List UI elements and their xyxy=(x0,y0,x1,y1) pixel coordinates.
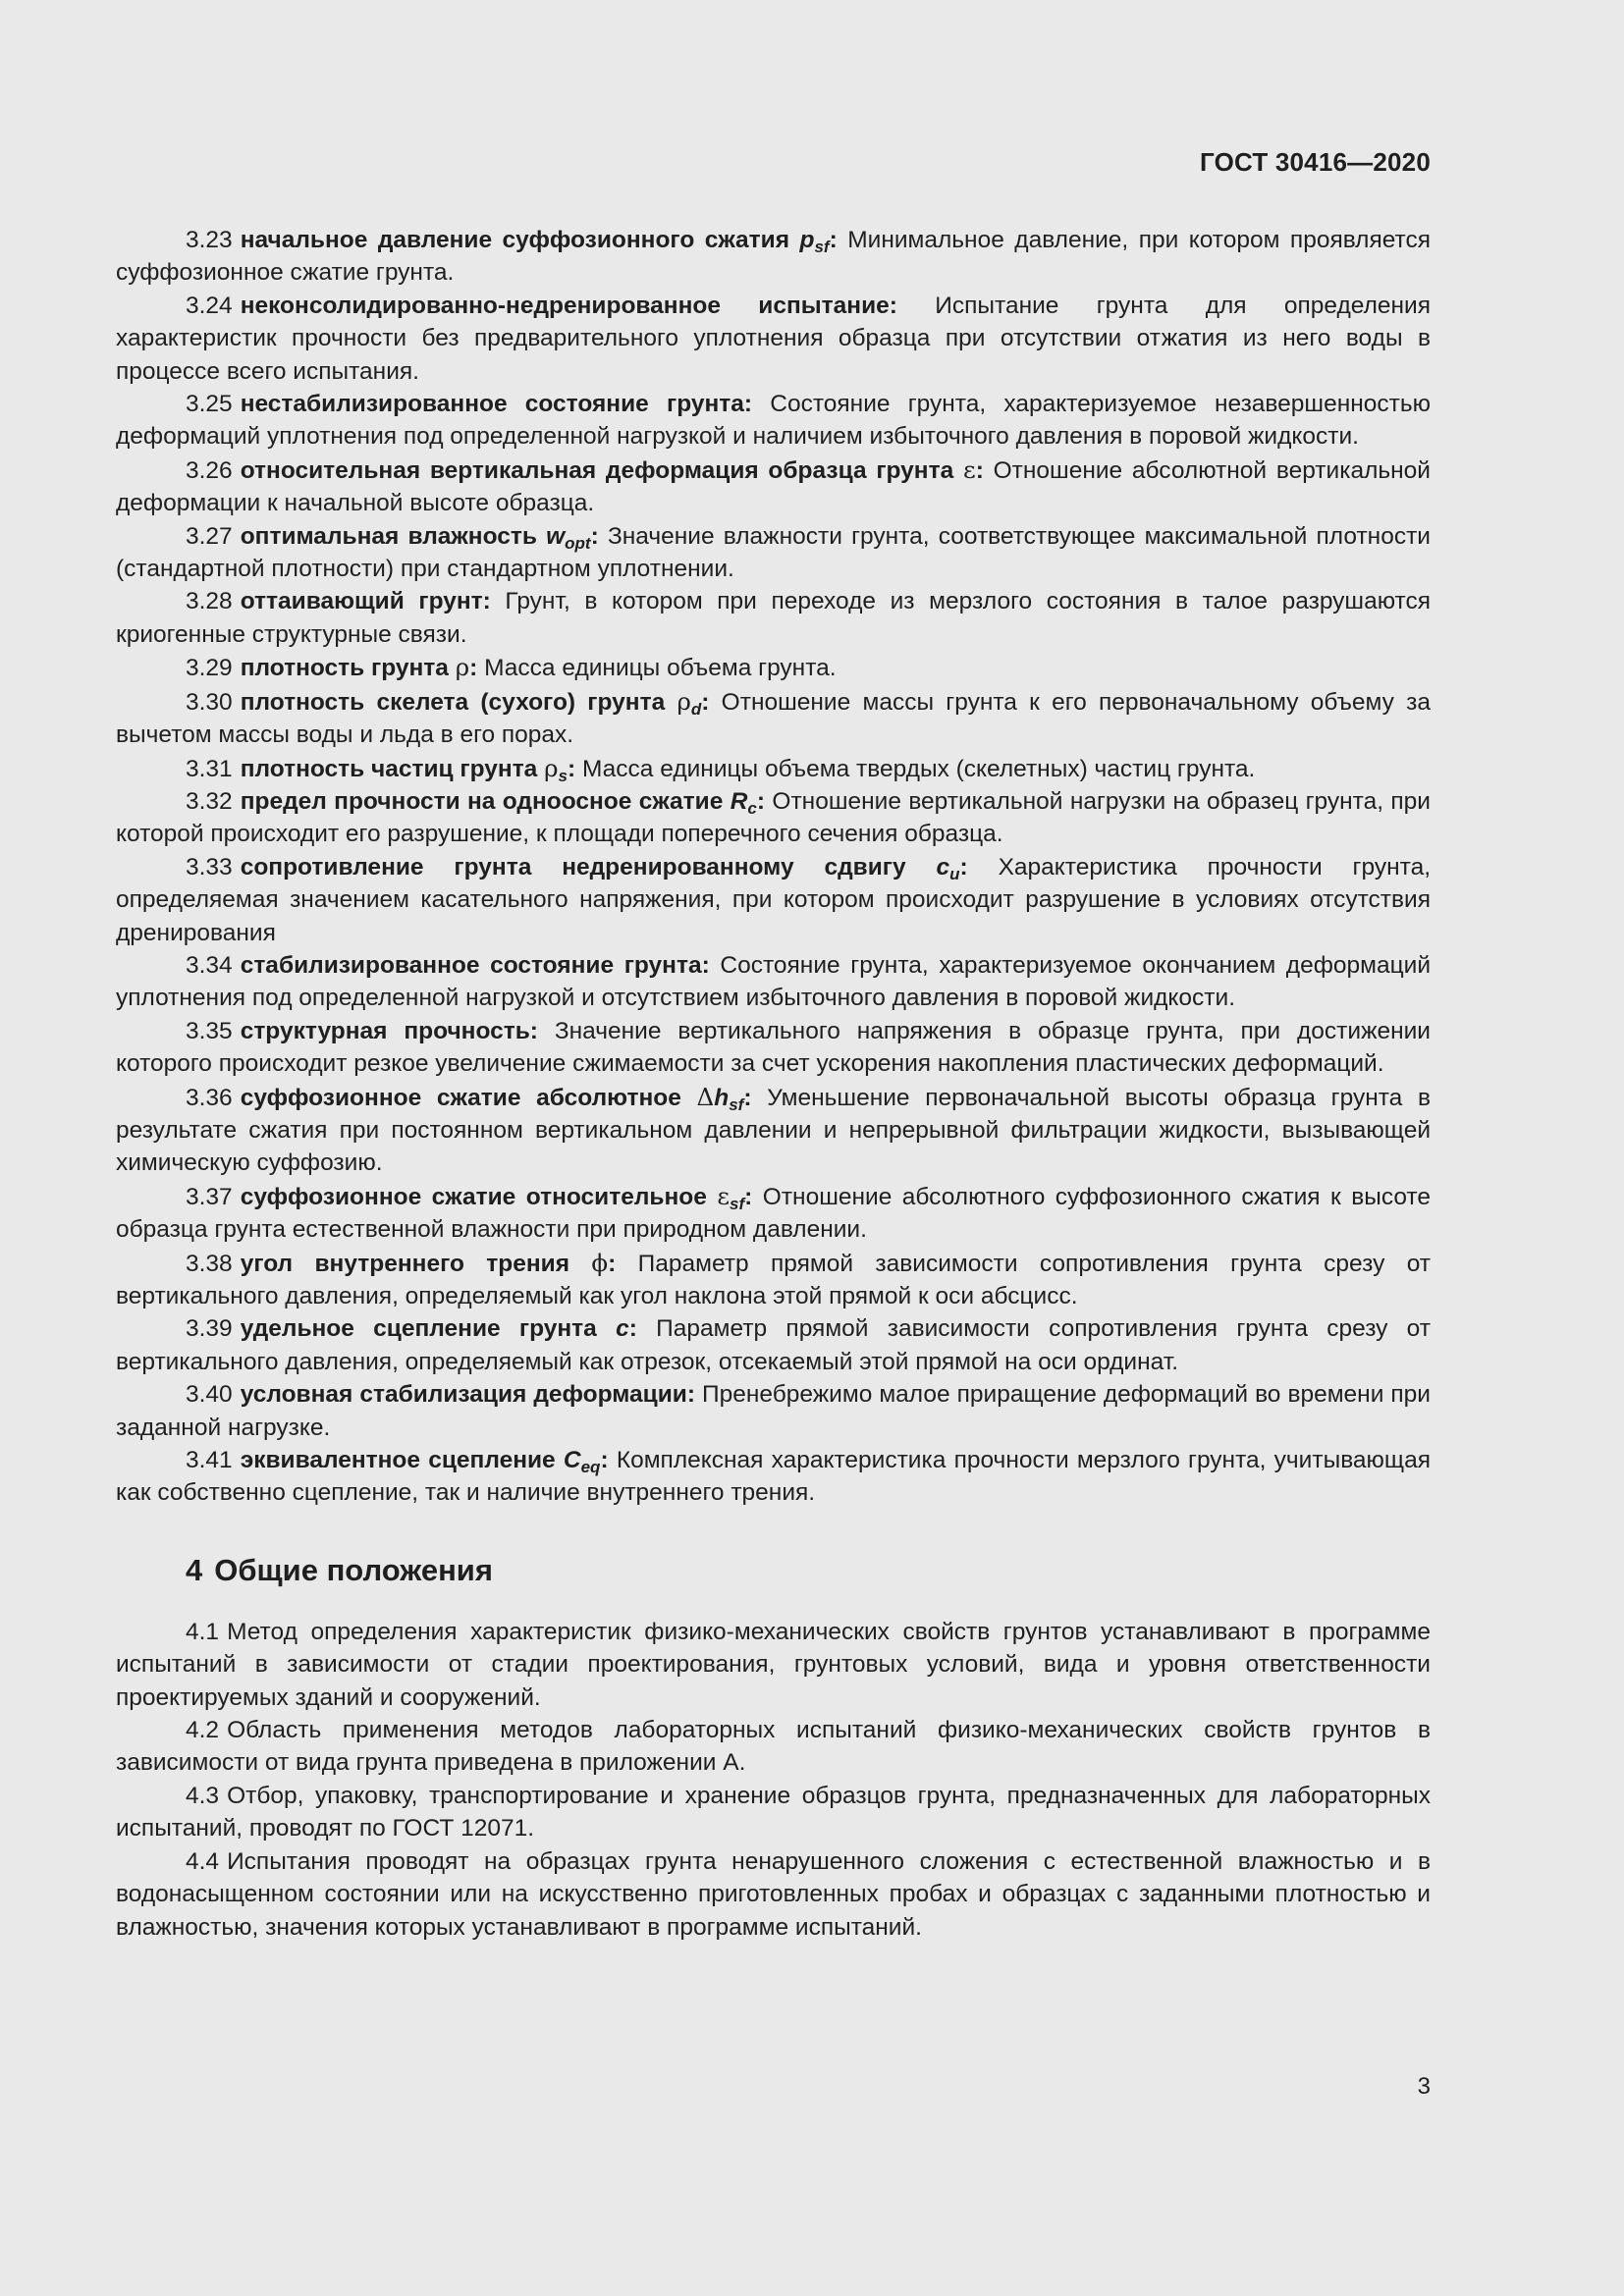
clause-number: 3.41 xyxy=(186,1447,233,1474)
definition-text: Уменьшение первоначальной высоты образца грунта в результате сжатия при постоянном вертикальном давлении и непрерывной фильтрации жидкости, вызывающей химическую суффозию. xyxy=(116,1084,1431,1177)
definition-text: Минимальное давление, при котором проявляется суффозионное сжатие грунта. xyxy=(116,227,1432,287)
term: плотность частиц грунта xyxy=(240,755,545,782)
term: стабилизированное состояние грунта: xyxy=(240,951,710,979)
definition-item xyxy=(116,752,1431,785)
clause-number: 3.29 xyxy=(186,655,233,682)
term: структурная прочность: xyxy=(240,1017,538,1044)
term: неконсолидированно-недренированное испытание: xyxy=(240,292,897,319)
definition-item xyxy=(116,1180,1431,1247)
term-colon: : xyxy=(959,853,968,881)
document-code: ГОСТ 30416—2020 xyxy=(1200,147,1431,177)
term-greek-symbol: ε xyxy=(717,1181,731,1210)
term-greek-symbol: Δ xyxy=(696,1082,715,1111)
term-colon: : xyxy=(590,522,599,550)
definition-item xyxy=(116,685,1431,752)
term: нестабилизированное состояние грунта: xyxy=(240,391,753,418)
term: сопротивление грунта недренированному сдвигу xyxy=(240,853,937,881)
definition-text: Масса единицы объема грунта. xyxy=(484,655,837,682)
term: оттаивающий грунт: xyxy=(240,588,491,615)
paragraph-text: Область применения методов лабораторных испытаний физико-механических свойств грунтов в зависимости от вида грунта приведена в приложении А. xyxy=(116,1717,1431,1777)
paragraph-item xyxy=(116,1714,1431,1780)
definition-item xyxy=(116,1444,1431,1510)
section-heading xyxy=(186,1551,1431,1590)
definition-text: Параметр прямой зависимости сопротивления грунта срезу от вертикального давления, определяемый как угол наклона этой прямой к оси абсцисс. xyxy=(116,1250,1431,1309)
term: начальное давление суффозионного сжатия xyxy=(240,227,800,253)
term-symbol-subscript: opt xyxy=(565,533,591,553)
term-greek-symbol: ϕ xyxy=(591,1248,609,1277)
term: условная стабилизация деформации: xyxy=(240,1381,695,1409)
clause-number: 3.30 xyxy=(186,688,233,716)
definition-item xyxy=(116,585,1431,651)
definition-item xyxy=(116,1247,1431,1313)
term-symbol-subscript: sf xyxy=(730,1194,745,1213)
clause-number: 3.32 xyxy=(186,787,233,815)
term-symbol-subscript: u xyxy=(949,864,960,883)
term-symbol-subscript: d xyxy=(690,699,702,719)
definition-text: Характеристика прочности грунта, определяемая значением касательного напряжения, при котором происходит разрушение в условиях отсутствия дренирования xyxy=(116,853,1431,946)
clause-number: 3.34 xyxy=(186,951,233,979)
term-greek-symbol: ε xyxy=(962,454,976,484)
definition-item xyxy=(116,1378,1431,1444)
definition-item xyxy=(116,785,1431,851)
definition-text: Состояние грунта, характеризуемое окончанием деформаций уплотнения под определенной нагрузкой и отсутствием избыточного давления в поровой жидкости. xyxy=(116,951,1431,1012)
term-colon: : xyxy=(600,1447,609,1474)
definition-text: Пренебрежимо малое приращение деформаций во времени при заданной нагрузке. xyxy=(116,1381,1431,1441)
term-symbol-subscript: sf xyxy=(729,1095,744,1114)
term-symbol: C xyxy=(563,1447,581,1474)
clause-number: 3.37 xyxy=(186,1183,233,1210)
definition-text: Отношение абсолютного суффозионного сжатия к высоте образца грунта естественной влажности при природном давлении. xyxy=(116,1183,1432,1244)
paragraph-item xyxy=(116,1616,1431,1714)
term-colon: : xyxy=(568,755,576,782)
term: суффозионное сжатие относительное xyxy=(240,1183,718,1210)
clause-number: 4.4 xyxy=(186,1847,220,1875)
term-symbol: c xyxy=(616,1315,629,1343)
definition-item xyxy=(116,224,1431,290)
definition-text: Значение влажности грунта, соответствующее максимальной плотности (стандартной плотности) при стандартном уплотнении. xyxy=(116,522,1431,583)
definition-text: Отношение массы грунта к его первоначальному объему за вычетом массы воды и льда в его порах. xyxy=(116,688,1431,749)
paragraph-text: Испытания проводят на образцах грунта ненарушенного сложения с естественной влажностью и в водонасыщенном состоянии или на искусственно приготовленных пробах и образцах с заданными плотностью и влажностью, значения которых устанавливают в программе испытаний. xyxy=(116,1847,1431,1941)
definition-text: Испытание грунта для определения характеристик прочности без предварительного уплотнения образца при отсутствии отжатия из него воды в процессе всего испытания. xyxy=(116,292,1431,385)
term-symbol: h xyxy=(714,1084,730,1111)
clause-number: 4.1 xyxy=(186,1618,220,1645)
clause-number: 3.38 xyxy=(186,1250,233,1277)
paragraph-item xyxy=(116,1780,1431,1845)
definition-item xyxy=(116,1081,1431,1180)
clause-number: 3.24 xyxy=(186,292,233,319)
clause-number: 3.27 xyxy=(186,522,233,550)
term-symbol-subscript: sf xyxy=(814,238,830,256)
definition-text: Отношение абсолютной вертикальной деформации к начальной высоте образца. xyxy=(116,456,1431,517)
term-colon: : xyxy=(701,688,710,716)
term-symbol: c xyxy=(936,853,950,881)
definition-text: Комплексная характеристика прочности мерзлого грунта, учитывающая как собственно сцепление, так и наличие внутреннего трения. xyxy=(116,1447,1431,1507)
definition-item xyxy=(116,454,1431,520)
term: эквивалентное сцепление xyxy=(240,1447,564,1474)
definition-item xyxy=(116,290,1431,388)
term-colon: : xyxy=(829,227,838,253)
term-colon: : xyxy=(743,1084,752,1111)
term-colon: : xyxy=(628,1315,637,1343)
term: оптимальная влажность xyxy=(240,522,547,550)
definition-item xyxy=(116,949,1431,1015)
page-content xyxy=(116,224,1431,1944)
term: удельное сцепление грунта xyxy=(240,1315,617,1343)
definition-text: Состояние грунта, характеризуемое незавершенностью деформаций уплотнения под определенной нагрузкой и наличием избыточного давления в поровой жидкости. xyxy=(116,391,1432,451)
definition-text: Грунт, в котором при переходе из мерзлого состояния в талое разрушаются криогенные структурные связи. xyxy=(116,588,1431,648)
clause-number: 4.2 xyxy=(186,1717,220,1744)
clause-number: 3.35 xyxy=(186,1017,233,1044)
definition-item xyxy=(116,851,1431,949)
term: относительная вертикальная деформация образца грунта xyxy=(240,456,963,484)
definition-item xyxy=(116,1015,1431,1081)
term-colon: : xyxy=(608,1250,617,1277)
clause-number: 3.33 xyxy=(186,853,233,881)
term-greek-symbol: ρ xyxy=(544,753,559,782)
term-greek-symbol: ρ xyxy=(455,653,470,682)
clause-number: 3.25 xyxy=(186,391,233,418)
paragraph-text: Отбор, упаковку, транспортирование и хранение образцов грунта, предназначенных для лабораторных испытаний, проводят по ГОСТ 12071. xyxy=(116,1782,1431,1842)
definition-item xyxy=(116,1312,1431,1378)
clause-number: 3.28 xyxy=(186,588,233,615)
term-symbol-subscript: s xyxy=(558,766,568,785)
term-symbol: R xyxy=(730,787,748,815)
term-colon: : xyxy=(756,787,766,815)
definition-text: Масса единицы объема твердых (скелетных) частиц грунта. xyxy=(581,755,1256,782)
section-number: 4 xyxy=(186,1552,203,1587)
clause-number: 3.26 xyxy=(186,456,233,484)
clause-number: 4.3 xyxy=(186,1782,220,1809)
definition-text: Значение вертикального напряжения в образце грунта, при достижении которого происходит резкое увеличение сжимаемости за счет ускорения накопления пластических деформаций. xyxy=(116,1017,1431,1078)
term: плотность скелета (сухого) грунта xyxy=(240,688,677,716)
term: плотность грунта xyxy=(240,655,456,682)
definition-item xyxy=(116,520,1431,586)
term-greek-symbol: ρ xyxy=(677,686,691,716)
definition-text: Параметр прямой зависимости сопротивления грунта срезу от вертикального давления, определяемый как отрезок, отсекаемый этой прямой на оси ординат. xyxy=(116,1315,1431,1375)
term-symbol: p xyxy=(799,227,815,253)
term-colon: : xyxy=(469,655,478,682)
page-number: 3 xyxy=(1417,2073,1431,2100)
term: угол внутреннего трения xyxy=(240,1250,592,1277)
term-colon: : xyxy=(744,1183,753,1210)
paragraph-text: Метод определения характеристик физико-механических свойств грунтов устанавливают в программе испытаний в зависимости от стадии проектирования, грунтовых условий, вида и уровня ответственности проектируемых зданий и сооружений. xyxy=(116,1618,1431,1711)
term: предел прочности на одноосное сжатие xyxy=(240,787,731,815)
clause-number: 3.40 xyxy=(186,1381,233,1409)
definition-text: Отношение вертикальной нагрузки на образец грунта, при которой происходит его разрушение, к площади поперечного сечения образца. xyxy=(116,787,1431,848)
clause-number: 3.36 xyxy=(186,1084,233,1111)
clause-number: 3.31 xyxy=(186,755,233,782)
paragraph-item xyxy=(116,1845,1431,1944)
clause-number: 3.39 xyxy=(186,1315,233,1343)
definition-item xyxy=(116,388,1431,454)
term-colon: : xyxy=(975,456,984,484)
term-symbol-subscript: eq xyxy=(580,1458,601,1477)
term-symbol-subscript: c xyxy=(747,798,757,818)
clause-number: 3.23 xyxy=(186,227,233,253)
term-symbol: w xyxy=(546,522,566,550)
definition-item xyxy=(116,651,1431,684)
term: суффозионное сжатие абсолютное xyxy=(240,1084,697,1111)
section-title: Общие положения xyxy=(214,1552,493,1587)
